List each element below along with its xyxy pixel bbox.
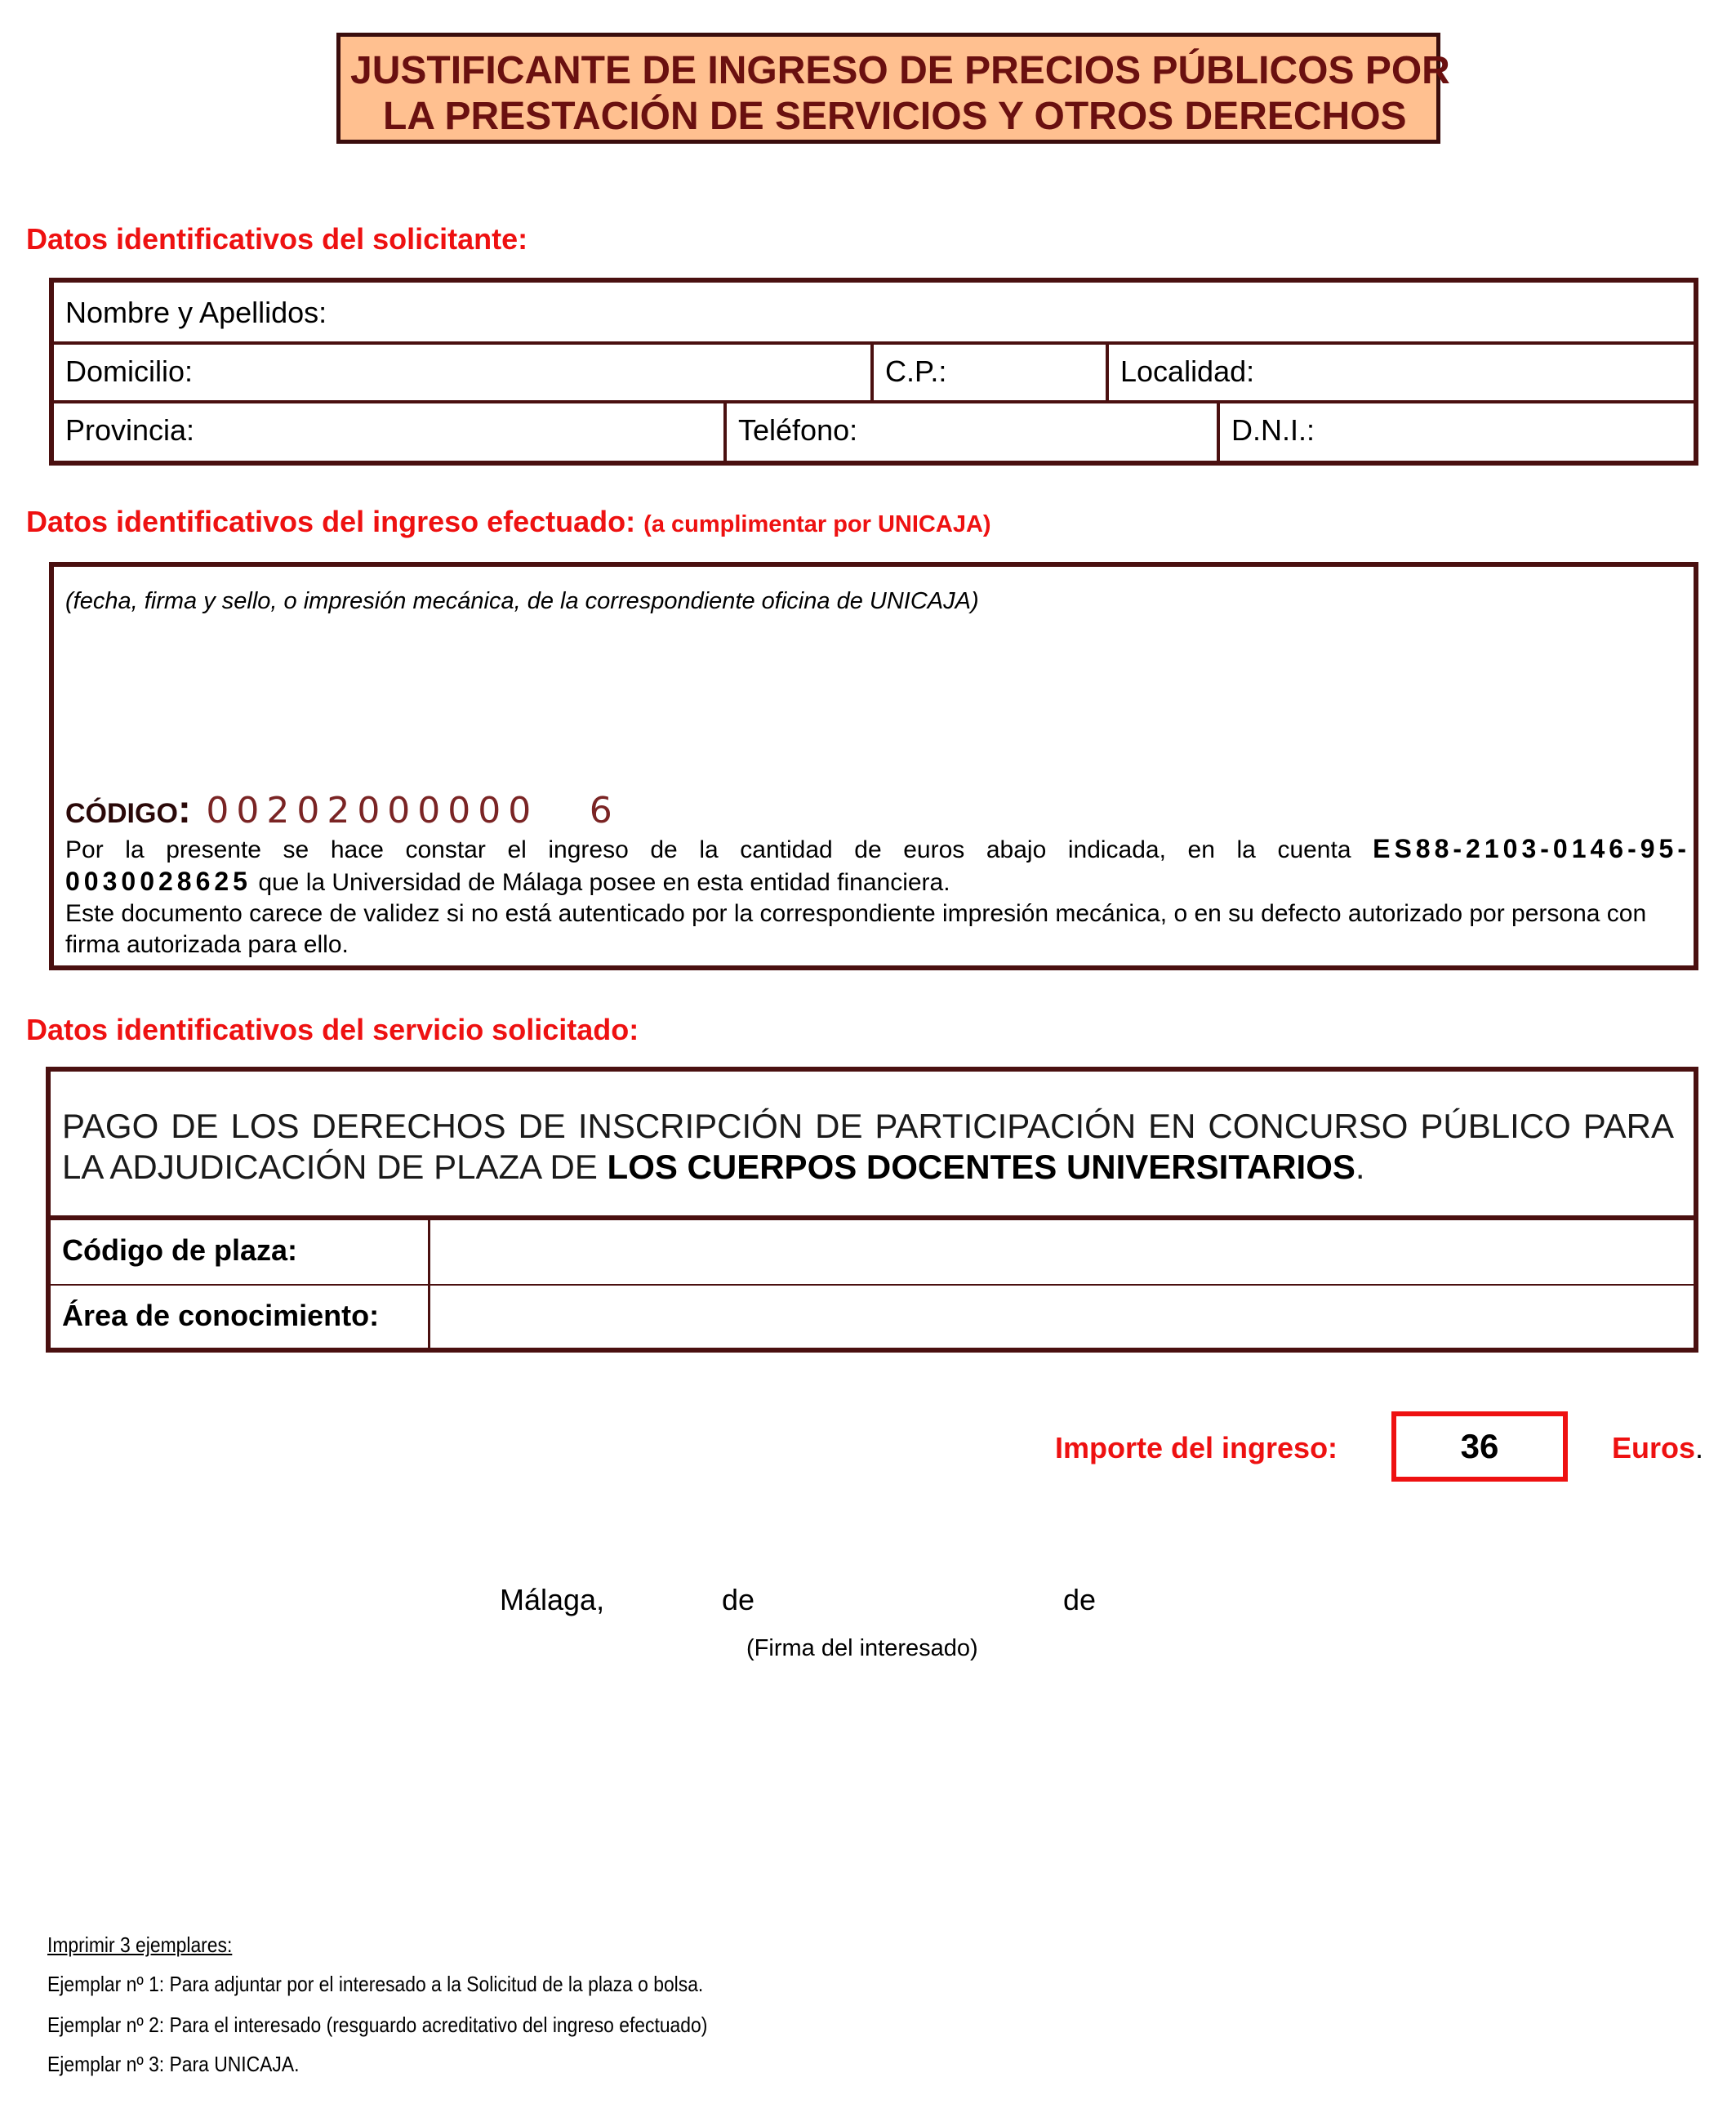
knowledge-area-input[interactable]	[434, 1289, 1689, 1346]
payment-code	[65, 787, 620, 832]
payment-heading-note: (a cumplimentar por UNICAJA)	[643, 511, 991, 537]
amount-value: 36	[1460, 1427, 1499, 1465]
amount-currency-text: Euros	[1612, 1431, 1696, 1464]
footer-copy-2: Ejemplar nº 2: Para el interesado (resguardo acreditativo del ingreso efectuado)	[47, 2013, 708, 2037]
locality-field[interactable]: Localidad:	[1120, 354, 1255, 388]
place-code-label: Código de plaza:	[62, 1233, 297, 1267]
signature-de-1: de	[722, 1583, 755, 1616]
service-description-bold: LOS CUERPOS DOCENTES UNIVERSITARIOS	[607, 1148, 1355, 1186]
payment-text-after: que la Universidad de Málaga posee en esta entidad financiera.	[258, 869, 950, 896]
address-field[interactable]: Domicilio:	[65, 354, 194, 388]
payment-heading	[26, 505, 991, 539]
account-number-part1: ES88-2103-0146-95-	[1373, 834, 1690, 863]
service-box	[46, 1067, 1698, 1353]
stamp-note: (fecha, firma y sello, o impresión mecánica, de la correspondiente oficina de UNICAJA)	[65, 588, 979, 614]
amount-currency-dot: .	[1695, 1431, 1704, 1464]
name-field[interactable]: Nombre y Apellidos:	[65, 296, 327, 329]
amount-currency	[1612, 1431, 1703, 1465]
applicant-box	[49, 278, 1698, 466]
code-colon: :	[177, 788, 191, 831]
title-line-2: LA PRESTACIÓN DE SERVICIOS Y OTROS DERECHOS	[383, 95, 1407, 138]
applicant-heading: Datos identificativos del solicitante:	[26, 222, 528, 256]
footer-copy-1: Ejemplar nº 1: Para adjuntar por el interesado a la Solicitud de la plaza o bolsa.	[47, 1972, 704, 1996]
title-line-1: JUSTIFICANTE DE INGRESO DE PRECIOS PÚBLICOS POR	[350, 49, 1450, 92]
signature-de-2: de	[1063, 1583, 1097, 1616]
signature-caption: (Firma del interesado)	[746, 1635, 978, 1661]
place-code-input[interactable]	[434, 1224, 1689, 1281]
service-description	[62, 1106, 1674, 1188]
province-field[interactable]: Provincia:	[65, 413, 195, 447]
postal-code-field[interactable]: C.P.:	[885, 354, 947, 388]
validity-note: Este documento carece de validez si no está autenticado por la correspondiente impresión mecánica, o en su defecto autorizado por persona con firma autorizada para ello.	[65, 900, 1647, 958]
signature-city: Málaga,	[500, 1583, 605, 1616]
service-heading: Datos identificativos del servicio solicitado:	[26, 1013, 639, 1046]
amount-value-box[interactable]	[1391, 1411, 1568, 1482]
payment-box	[49, 562, 1698, 970]
payment-account-text	[65, 833, 1690, 961]
footer-heading: Imprimir 3 ejemplares:	[47, 1932, 233, 1957]
dni-field[interactable]: D.N.I.:	[1231, 413, 1315, 447]
payment-text-before: Por la presente se hace constar el ingreso de la cantidad de euros abajo indicada, en la cuenta	[65, 836, 1351, 863]
code-check-digit: 6	[589, 790, 620, 831]
document-title	[336, 33, 1450, 144]
amount-label: Importe del ingreso:	[1055, 1431, 1338, 1464]
service-description-end: .	[1355, 1148, 1365, 1186]
code-label: CÓDIGO	[65, 798, 178, 829]
footer-copy-3: Ejemplar nº 3: Para UNICAJA.	[47, 2052, 300, 2076]
knowledge-area-label: Área de conocimiento:	[62, 1299, 380, 1332]
service-description-text: PAGO DE LOS DERECHOS DE INSCRIPCIÓN DE PARTICIPACIÓN EN CONCURSO PÚBLICO PARA LA ADJUDICACIÓN DE PLAZA DE	[62, 1107, 1674, 1186]
phone-field[interactable]: Teléfono:	[738, 413, 858, 447]
account-number-part2: 0030028625	[65, 867, 251, 896]
payment-heading-text: Datos identificativos del ingreso efectuado:	[26, 505, 636, 538]
code-value: 00202000000	[206, 790, 539, 831]
